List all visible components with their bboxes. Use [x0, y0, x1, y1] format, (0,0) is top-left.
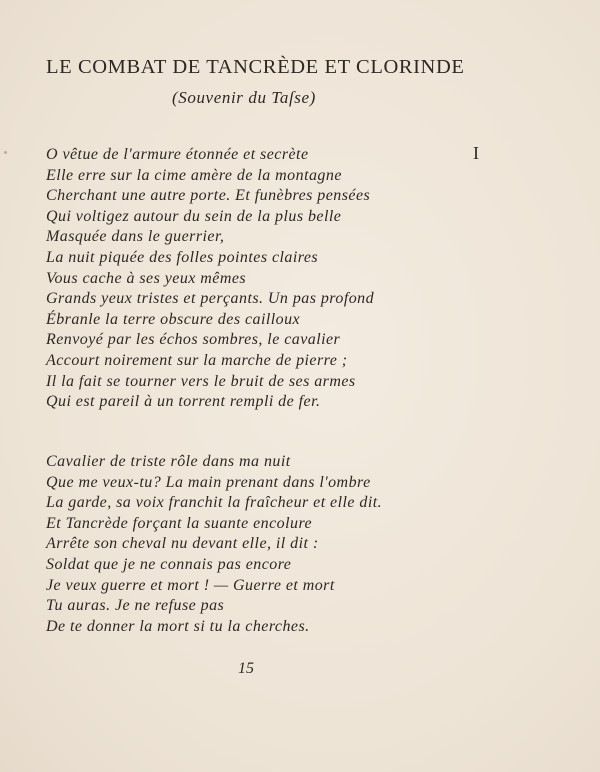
verse-line: De te donner la mort si tu la cherches. [46, 617, 310, 635]
verse-line: Tu auras. Je ne refuse pas [46, 597, 225, 615]
verse-line: Cavalier de triste rôle dans ma nuit [46, 453, 291, 470]
verse-line: Renvoyé par les échos sombres, le cavalier [46, 331, 341, 349]
verse-line: Elle erre sur la cime amère de la montagne [46, 166, 342, 184]
verse-line: Que me veux-tu? La main prenant dans l'ombre [46, 473, 371, 491]
verse-line: Cherchant une autre porte. Et funèbres pensées [46, 187, 371, 205]
verse-line: La garde, sa voix franchit la fraîcheur et elle dit. [46, 494, 383, 512]
verse-line: Grands yeux tristes et perçants. Un pas profond [46, 290, 375, 308]
verse-line: La nuit piquée des folles pointes claires [46, 248, 319, 266]
stanza-1 [46, 145, 374, 413]
poem-subtitle: (Souvenir du Taſse) [172, 88, 316, 107]
page-number: 15 [238, 660, 254, 677]
verse-line: Et Tancrède forçant la suante encolure [46, 514, 313, 532]
verse-line: Vous cache à ses yeux mêmes [46, 269, 247, 287]
verse-line: Soldat que je ne connais pas encore [46, 555, 292, 573]
verse-line: Masquée dans le guerrier, [46, 228, 225, 246]
verse-line: Je veux guerre et mort ! — Guerre et mort [46, 576, 335, 594]
verse-line: Qui voltigez autour du sein de la plus belle [46, 207, 342, 225]
stanza-2 [46, 452, 382, 637]
verse-line: O vêtue de l'armure étonnée et secrète [46, 146, 309, 163]
verse-line: Accourt noirement sur la marche de pierre ; [46, 351, 348, 369]
paper-speck [4, 151, 7, 154]
verse-line: Il la fait se tourner vers le bruit de ses armes [46, 372, 356, 390]
verse-line: Arrête son cheval nu devant elle, il dit : [46, 535, 319, 553]
verse-line: Qui est pareil à un torrent rempli de fer. [46, 393, 321, 411]
poem-title: LE COMBAT DE TANCRÈDE ET CLORINDE [46, 56, 465, 78]
section-number: I [473, 143, 479, 163]
verse-line: Ébranle la terre obscure des cailloux [46, 310, 301, 328]
